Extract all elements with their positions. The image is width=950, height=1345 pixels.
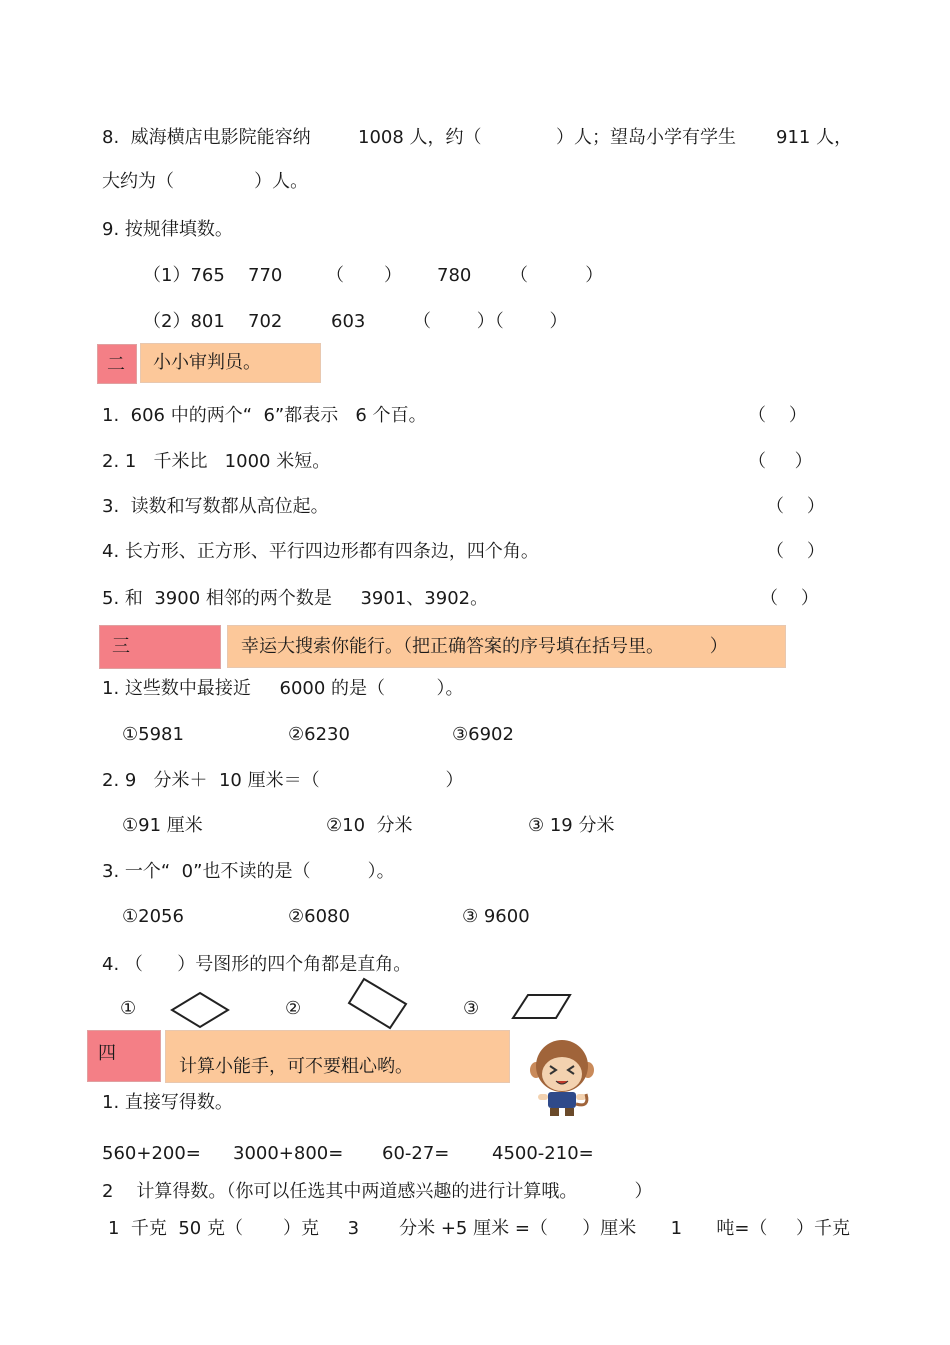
section-4-number-box: [87, 1030, 161, 1082]
sec3-q4-opt2: ②: [285, 998, 302, 1019]
section-2-number-box: [97, 344, 137, 384]
q8-line1-d: 911 人，: [776, 127, 853, 148]
q9-r2-a: 702: [248, 311, 283, 332]
calc-2: 3000+800=: [233, 1143, 344, 1164]
calc-4: 4500-210=: [492, 1143, 594, 1164]
section-4-title: 计算小能手，可不要粗心哟。: [179, 1056, 413, 1077]
q8-line2: 大约为（ ）人。: [102, 171, 309, 192]
section-4-title-box: [165, 1030, 510, 1083]
q8-line1-a: 8. 威海横店电影院能容纳: [102, 127, 311, 148]
q9-r1-a: 770: [248, 265, 283, 286]
section-4-number: 四: [98, 1043, 116, 1064]
q9-title: 9. 按规律填数。: [102, 219, 233, 240]
sec3-q4: 4. （ ）号图形的四个角都是直角。: [102, 954, 412, 975]
sec2-item-3: 3. 读数和写数都从高位起。: [102, 496, 329, 517]
sec3-q4-opt1: ①: [120, 998, 137, 1019]
sec3-q3-opt2: ②6080: [288, 906, 350, 927]
section-3-title: 幸运大搜索你能行。（把正确答案的序号填在括号里。 ）: [241, 636, 728, 657]
q9-r1-c: 780: [437, 265, 472, 286]
sec2-item-2: 2. 1 千米比 1000 米短。: [102, 451, 331, 472]
monkey-mascot-icon: [530, 1036, 594, 1118]
sec2-item-1-paren: （ ）: [748, 405, 807, 426]
section-2-number: 二: [107, 354, 125, 375]
sec2-item-4-paren: （ ）: [766, 541, 825, 562]
section-2-title: 小小审判员。: [153, 352, 261, 373]
section-3-title-box: [227, 625, 786, 668]
tilted-rectangle-shape: [346, 976, 410, 1030]
q9-r1-b: （ ）: [326, 265, 403, 286]
sec2-item-2-paren: （ ）: [748, 451, 813, 472]
q9-r1-d: （ ）: [510, 265, 604, 286]
sec3-q1-opt1: ①5981: [122, 724, 184, 745]
calc-1: 560+200=: [102, 1143, 201, 1164]
sec3-q3: 3. 一个“ 0”也不读的是（ ）。: [102, 861, 395, 882]
sec4-q2-line: 1 千克 50 克（ ）克 3 分米 +5 厘米 =（ ）厘米 1 吨=（ ）千克: [108, 1218, 851, 1239]
sec2-item-5-paren: （ ）: [760, 588, 819, 609]
q9-r2-c: （ ）（ ）: [413, 311, 568, 332]
sec4-q1: 1. 直接写得数。: [102, 1092, 233, 1113]
sec3-q2-opt2: ②10 分米: [326, 815, 413, 836]
section-3-number-box: [99, 625, 221, 669]
q9-r2-label: （2）801: [143, 311, 225, 332]
section-3-number: 三: [112, 636, 130, 657]
q8-line1-c: ）人；望岛小学有学生: [556, 127, 736, 148]
section-2-title-box: [140, 343, 321, 383]
sec4-q2: 2 计算得数。（你可以任选其中两道感兴趣的进行计算哦。 ）: [102, 1181, 653, 1202]
calc-3: 60-27=: [382, 1143, 450, 1164]
rhombus-shape: [168, 990, 232, 1030]
sec2-item-4: 4. 长方形、正方形、平行四边形都有四条边，四个角。: [102, 541, 539, 562]
sec2-item-3-paren: （ ）: [766, 496, 825, 517]
sec3-q1-opt2: ②6230: [288, 724, 350, 745]
sec3-q1: 1. 这些数中最接近 6000 的是（ ）。: [102, 678, 464, 699]
sec3-q1-opt3: ③6902: [452, 724, 514, 745]
q9-r1-label: （1）765: [143, 265, 225, 286]
sec3-q3-opt3: ③ 9600: [462, 906, 530, 927]
q8-line1-b: 1008 人，约（: [358, 127, 482, 148]
sec3-q2-opt1: ①91 厘米: [122, 815, 203, 836]
sec3-q3-opt1: ①2056: [122, 906, 184, 927]
sec2-item-5: 5. 和 3900 相邻的两个数是 3901、3902。: [102, 588, 489, 609]
sec3-q4-opt3: ③: [463, 998, 480, 1019]
sec3-q2-opt3: ③ 19 分米: [528, 815, 615, 836]
parallelogram-shape: [510, 992, 574, 1022]
q9-r2-b: 603: [331, 311, 366, 332]
sec2-item-1: 1. 606 中的两个“ 6”都表示 6 个百。: [102, 405, 427, 426]
sec3-q2: 2. 9 分米＋ 10 厘米＝（ ）: [102, 770, 464, 791]
